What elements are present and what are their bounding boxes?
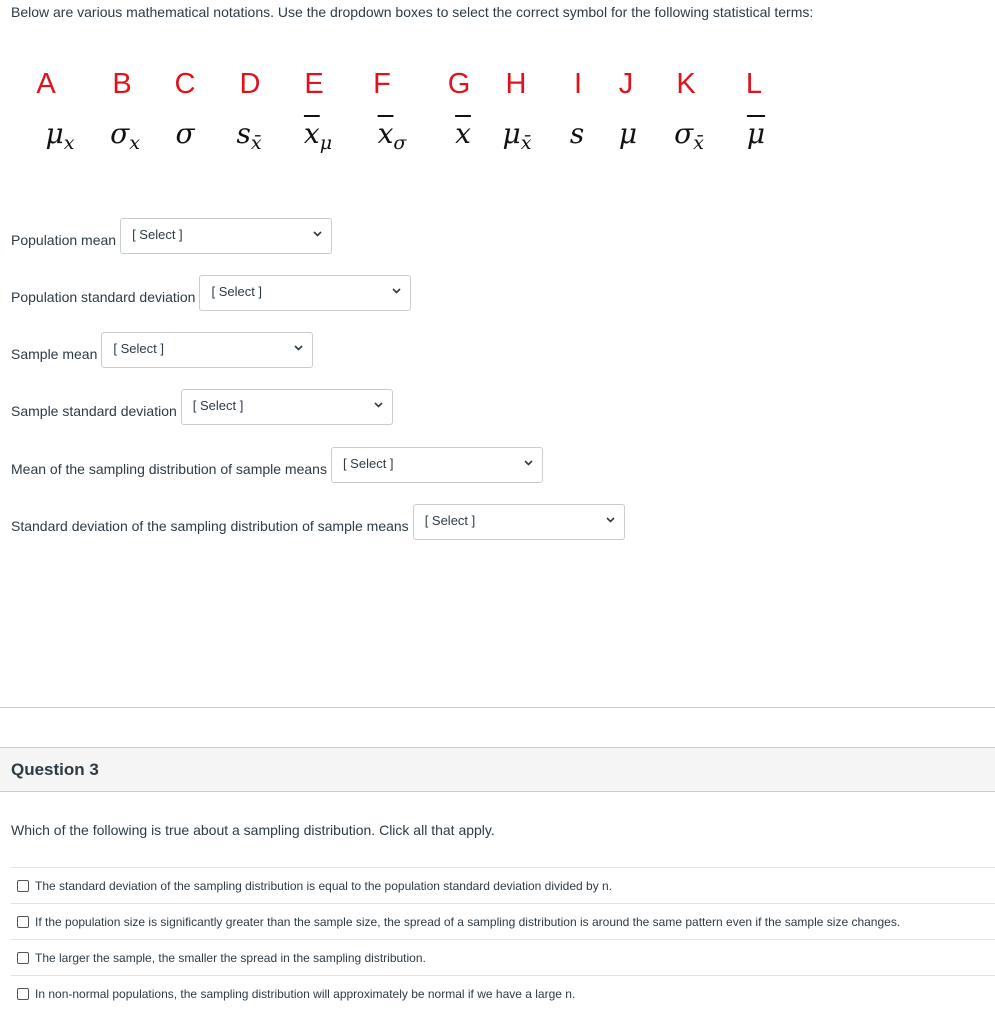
sampling-dist-mean-select[interactable] (331, 447, 543, 483)
chevron-down-icon (524, 459, 532, 467)
dropdown-row-population-mean (11, 218, 332, 254)
dropdown-label: Population standard deviation (11, 289, 196, 305)
dropdown-row-sample-std-dev (11, 389, 393, 425)
letter-k: K (676, 68, 696, 100)
symbol-h: $\mu_{x̄}$ (502, 117, 532, 154)
symbol-b: $\sigma_x$ (110, 117, 140, 154)
select-value: [ Select ] (424, 513, 476, 528)
symbol-e: $\overline{x}_\mu$ (303, 117, 333, 154)
letter-d: D (239, 68, 261, 100)
dropdown-label: Sample standard deviation (11, 403, 177, 419)
select-value: [ Select ] (342, 456, 394, 471)
question-text: Which of the following is true about a sampling distribution. Click all that apply. (11, 822, 495, 838)
letter-i: I (573, 68, 583, 100)
letter-f: F (373, 68, 391, 100)
intro-text: Below are various mathematical notations. Use the dropdown boxes to select the correct symbol for the following statistical terms: (11, 4, 814, 20)
symbol-c: σ (175, 117, 195, 150)
letter-a: A (36, 68, 56, 100)
question-header (0, 747, 995, 792)
symbol-d: $s_{x̄}$ (236, 117, 262, 154)
population-std-dev-select[interactable] (199, 275, 411, 311)
select-value: [ Select ] (132, 227, 183, 242)
letter-g: G (447, 68, 471, 100)
dropdown-label: Sample mean (11, 346, 98, 362)
question-divider (0, 707, 995, 708)
symbol-f: $\overline{x}_\sigma$ (377, 117, 407, 154)
checkbox[interactable] (17, 916, 29, 928)
answer-label: If the population size is significantly greater than the sample size, the spread of a sampling distribution is around the same pattern even if the sample size changes. (35, 914, 901, 929)
answer-option[interactable] (11, 939, 995, 975)
answer-label: The larger the sample, the smaller the spread in the sampling distribution. (35, 950, 426, 965)
select-value: [ Select ] (211, 284, 263, 299)
dropdown-row-sample-mean (11, 332, 313, 368)
select-value: [ Select ] (113, 341, 164, 356)
dropdown-label: Mean of the sampling distribution of sample means (11, 461, 327, 477)
letter-l: L (745, 68, 763, 100)
letter-j: J (618, 68, 634, 100)
symbol-l: $\overline{\mu}$ (746, 117, 766, 150)
answer-label: The standard deviation of the sampling distribution is equal to the population standard deviation divided by n. (35, 878, 613, 893)
symbol-i: s (569, 117, 585, 150)
letter-h: H (505, 68, 527, 100)
letter-c: C (174, 68, 196, 100)
checkbox[interactable] (17, 952, 29, 964)
symbol-k: $\sigma_{x̄}$ (674, 117, 704, 154)
answer-option[interactable] (11, 867, 995, 903)
dropdown-label: Standard deviation of the sampling distribution of sample means (11, 518, 409, 534)
dropdown-row-sampling-dist-mean (11, 447, 543, 483)
letter-b: B (112, 68, 132, 100)
dropdown-row-population-std-dev (11, 275, 411, 311)
letter-e: E (304, 68, 324, 100)
answer-list (11, 867, 995, 1011)
dropdown-row-sampling-dist-std-dev (11, 504, 625, 540)
sample-mean-select[interactable] (101, 332, 313, 368)
population-mean-select[interactable] (120, 218, 332, 254)
answer-option[interactable] (11, 903, 995, 939)
chevron-down-icon (294, 344, 302, 352)
chevron-down-icon (374, 401, 382, 409)
symbol-notations-row (0, 0, 995, 160)
chevron-down-icon (606, 516, 614, 524)
sampling-dist-std-dev-select[interactable] (413, 504, 625, 540)
question-title: Question 3 (11, 760, 99, 779)
dropdown-label: Population mean (11, 232, 117, 248)
sample-std-dev-select[interactable] (181, 389, 393, 425)
symbol-j: μ (618, 117, 638, 150)
checkbox[interactable] (17, 988, 29, 1000)
select-value: [ Select ] (192, 398, 244, 413)
answer-label: In non-normal populations, the sampling distribution will approximately be normal if we have a large n. (35, 986, 576, 1001)
symbol-g: $\overline{x}$ (455, 117, 471, 150)
symbol-a: $\mu_x$ (45, 117, 75, 154)
chevron-down-icon (392, 287, 400, 295)
checkbox[interactable] (17, 880, 29, 892)
chevron-down-icon (313, 230, 321, 238)
answer-option[interactable] (11, 975, 995, 1011)
